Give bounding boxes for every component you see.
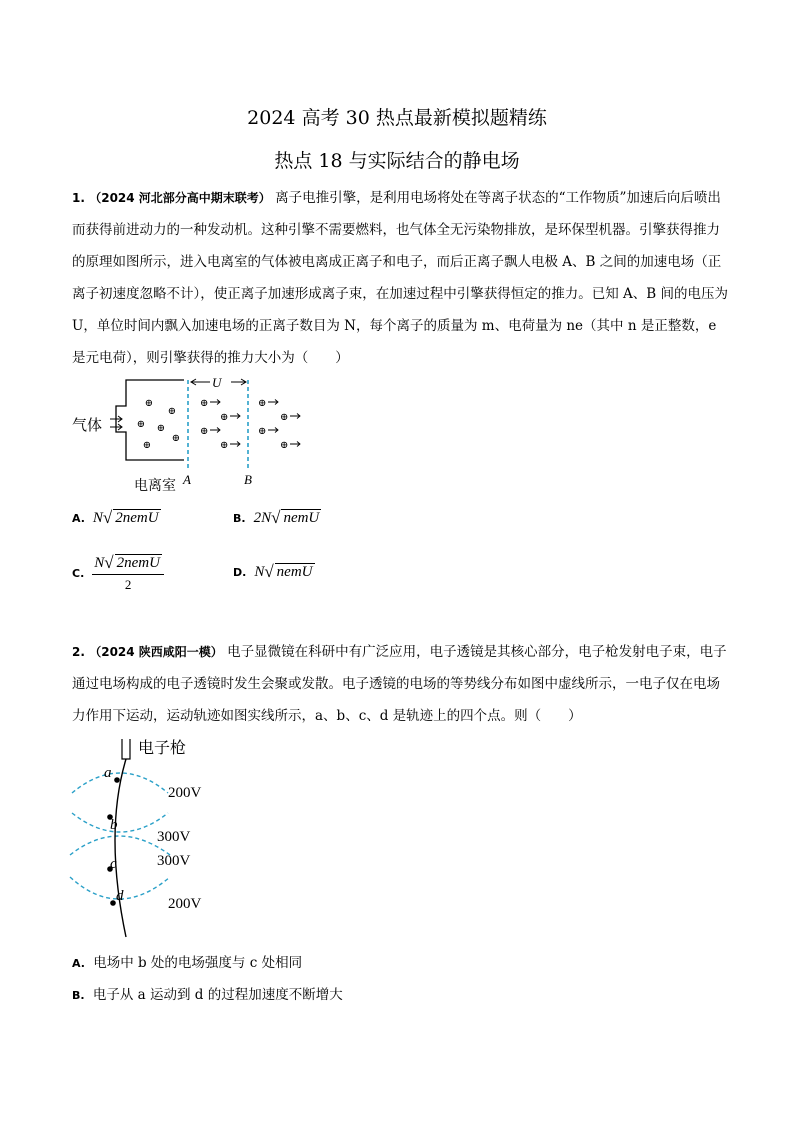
formula-coef: N	[254, 563, 265, 580]
question-1-number: 1.	[72, 191, 85, 205]
arrow-icon	[210, 428, 220, 433]
sqrt-icon: √	[264, 562, 274, 581]
point-a-label: a	[104, 765, 112, 781]
arrow-icon	[268, 400, 278, 405]
formula-coef: 2N	[253, 509, 272, 526]
formula-radicand: 2nemU	[116, 555, 160, 571]
electron-gun-label: 电子枪	[138, 740, 187, 757]
arrow-icon	[290, 414, 300, 419]
question-2-source: （2024 陕西咸阳一模）	[89, 645, 223, 659]
point-c-label: c	[110, 856, 117, 872]
q1-option-d[interactable]	[233, 562, 315, 582]
question-1-source: （2024 河北部分高中期末联考）	[89, 191, 271, 205]
ion-icon: ⊕	[156, 423, 166, 434]
option-label: A.	[72, 957, 85, 970]
ion-icon: ⊕	[200, 426, 209, 437]
ion-icon: ⊕	[142, 440, 152, 451]
question-2	[72, 636, 732, 732]
option-text: 电场中 b 处的电场强度与 c 处相同	[93, 955, 303, 971]
formula-radicand: 2nemU	[115, 510, 159, 526]
voltage-label: 200V	[168, 785, 202, 801]
formula-denominator: 2	[124, 577, 132, 592]
q2-option-a[interactable]	[72, 951, 302, 971]
voltage-u-label: U	[212, 375, 222, 390]
electron-lens-figure	[60, 733, 260, 938]
sqrt-icon: √	[104, 553, 114, 572]
option-label: C.	[72, 566, 85, 580]
option-label: A.	[72, 511, 85, 525]
arrow-icon	[210, 400, 220, 405]
electrode-b-label: B	[244, 472, 252, 487]
option-label: D.	[233, 565, 247, 579]
formula-radicand: nemU	[276, 564, 313, 580]
question-2-text: 电子显微镜在科研中有广泛应用，电子透镜是其核心部分，电子枪发射电子束，电子通过电场构成的电子透镜时发生会聚或发散。电子透镜的电场的等势线分布如图中虚线所示，一电子仅在电场力作用下运动，运动轨迹如图实线所示，a、b、c、d 是轨迹上的四个点。则（ ）	[72, 644, 727, 724]
ion-icon: ⊕	[220, 440, 229, 451]
ion-icon: ⊕	[171, 433, 181, 444]
formula	[254, 508, 322, 528]
arrow-icon	[230, 442, 240, 447]
arrow-icon	[230, 414, 240, 419]
arrow-icon	[290, 442, 300, 447]
formula	[92, 553, 164, 593]
voltage-label: 300V	[157, 829, 191, 845]
question-1	[72, 182, 732, 374]
formula	[254, 562, 314, 582]
electrode-a-label: A	[183, 472, 191, 487]
point-b-label: b	[110, 817, 118, 833]
option-text: 电子从 a 运动到 d 的过程加速度不断增大	[92, 987, 343, 1003]
ion-thruster-figure	[70, 372, 310, 497]
ion-icon: ⊕	[280, 440, 289, 451]
option-label: B.	[72, 989, 85, 1002]
question-1-text: 离子电推引擎，是利用电场将处在等离子状态的“工作物质”加速后向后喷出而获得前进动力的一种发动机。这种引擎不需要燃料，也气体全无污染物排放，是环保型机器。引擎获得推力的原理如图所示，进入电离室的气体被电离成正离子和电子，而后正离子飘人电极 A、B 之间的加速电场（正离子初速度忽略不计），使正离子加速形成离子束，在加速过程中引擎获得恒定的推力。已知 A、B 间的电压为 U，单位时间内飘入加速电场的正离子数目为 N，每个离子的质量为 m、电荷量为 ne（其中 n 是正整数，e 是元电荷），则引擎获得的推力大小为（ ）	[72, 190, 729, 366]
page-subtitle: 热点 18 与实际结合的静电场	[274, 150, 520, 172]
formula-coef: N	[94, 554, 105, 571]
point-d-label: d	[116, 888, 124, 904]
q2-option-b[interactable]	[72, 983, 343, 1003]
ion-icon: ⊕	[258, 398, 267, 409]
ion-icon: ⊕	[136, 419, 146, 430]
ion-icon: ⊕	[200, 398, 209, 409]
page-title: 2024 高考 30 热点最新模拟题精练	[247, 107, 547, 129]
formula-radicand: nemU	[283, 510, 320, 526]
formula	[93, 508, 161, 528]
voltage-label: 300V	[157, 853, 191, 869]
formula-coef: N	[92, 509, 103, 526]
option-label: B.	[233, 511, 246, 525]
arrow-icon	[268, 428, 278, 433]
q1-option-c[interactable]	[72, 553, 164, 593]
gas-label: 气体	[72, 418, 103, 434]
question-2-number: 2.	[72, 645, 85, 659]
ion-icon: ⊕	[280, 412, 289, 423]
sqrt-icon: √	[271, 508, 281, 527]
ion-icon: ⊕	[258, 426, 267, 437]
q1-option-a[interactable]	[72, 508, 161, 528]
voltage-label: 200V	[168, 896, 202, 912]
chamber-label: 电离室	[134, 479, 176, 494]
ion-icon: ⊕	[167, 406, 177, 417]
q1-option-b[interactable]	[233, 508, 321, 528]
sqrt-icon: √	[102, 508, 113, 527]
ion-icon: ⊕	[220, 412, 229, 423]
ion-icon: ⊕	[144, 398, 154, 409]
